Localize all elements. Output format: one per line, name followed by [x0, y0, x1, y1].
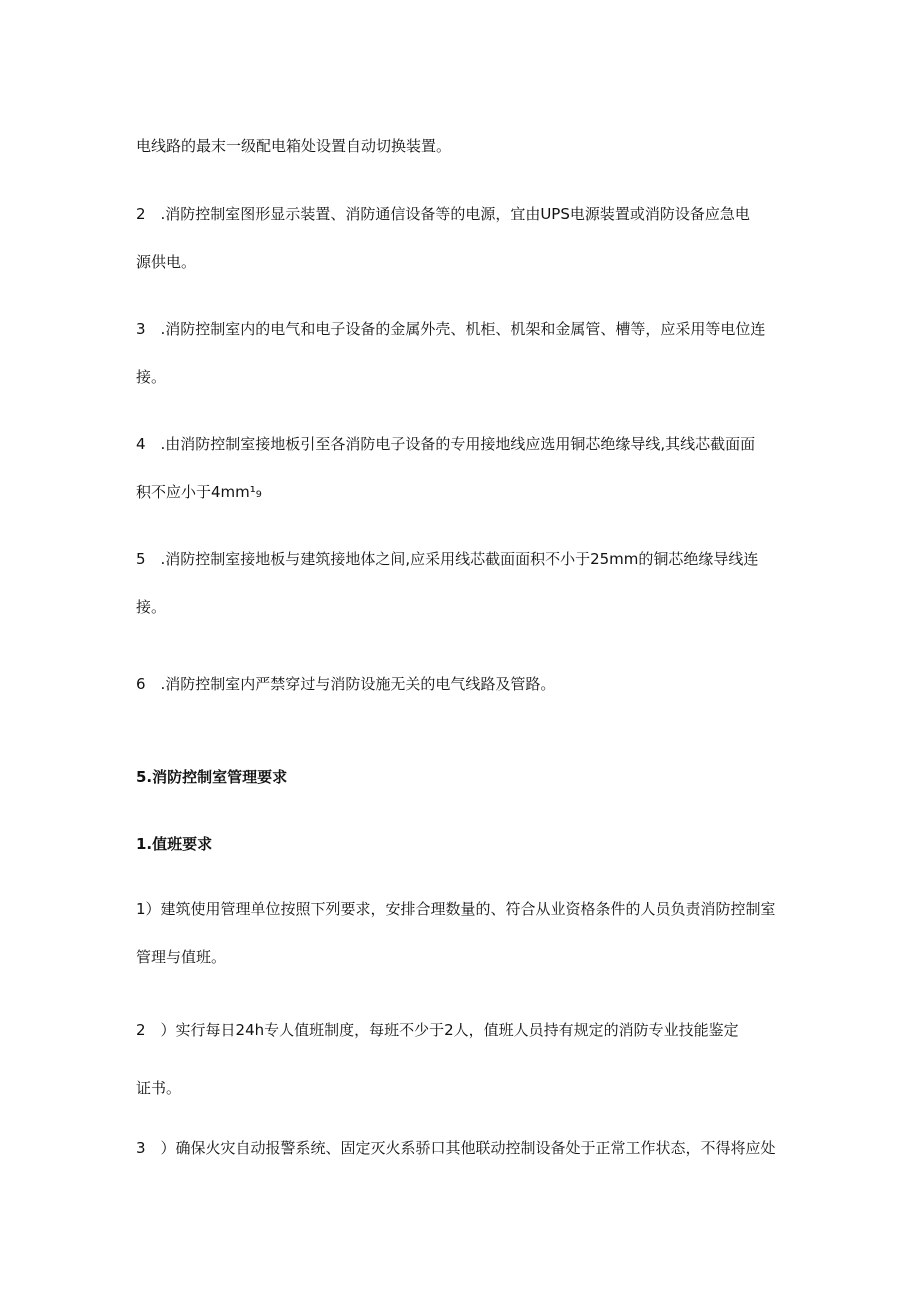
text-line: 接。: [136, 598, 167, 616]
text-line: 证书。: [136, 1079, 182, 1097]
text-line: 3 .消防控制室内的电气和电子设备的金属外壳、机柜、机架和金属管、槽等，应采用等电位连: [136, 320, 766, 338]
text-line: 积不应小于4mm¹₉: [136, 483, 262, 501]
text-line: 4 .由消防控制室接地板引至各消防电子设备的专用接地线应选用铜芯绝缘导线,其线芯截面面: [136, 435, 756, 453]
text-line: 电线路的最末一级配电箱处设置自动切换装置。: [136, 137, 452, 155]
section-heading: 5.消防控制室管理要求: [136, 768, 288, 786]
text-line: 2 .消防控制室图形显示装置、消防通信设备等的电源，宜由UPS电源装置或消防设备应急电: [136, 205, 750, 223]
text-line: 3 ）确保火灾自动报警系统、固定灭火系骄口其他联动控制设备处于正常工作状态，不得将应处: [136, 1139, 776, 1157]
text-line: 5 .消防控制室接地板与建筑接地体之间,应采用线芯截面面积不小于25mm的铜芯绝缘导线连: [136, 550, 759, 568]
text-line: 接。: [136, 368, 167, 386]
text-line: 1）建筑使用管理单位按照下列要求，安排合理数量的、符合从业资格条件的人员负责消防控制室: [136, 900, 776, 918]
subsection-heading: 1.值班要求: [136, 835, 213, 853]
text-line: 源供电。: [136, 253, 197, 271]
text-line: 6 .消防控制室内严禁穿过与消防设施无关的电气线路及管路。: [136, 675, 556, 693]
text-line: 管理与值班。: [136, 948, 227, 966]
text-line: 2 ）实行每日24h专人值班制度，每班不少于2人，值班人员持有规定的消防专业技能鉴定: [136, 1021, 739, 1039]
